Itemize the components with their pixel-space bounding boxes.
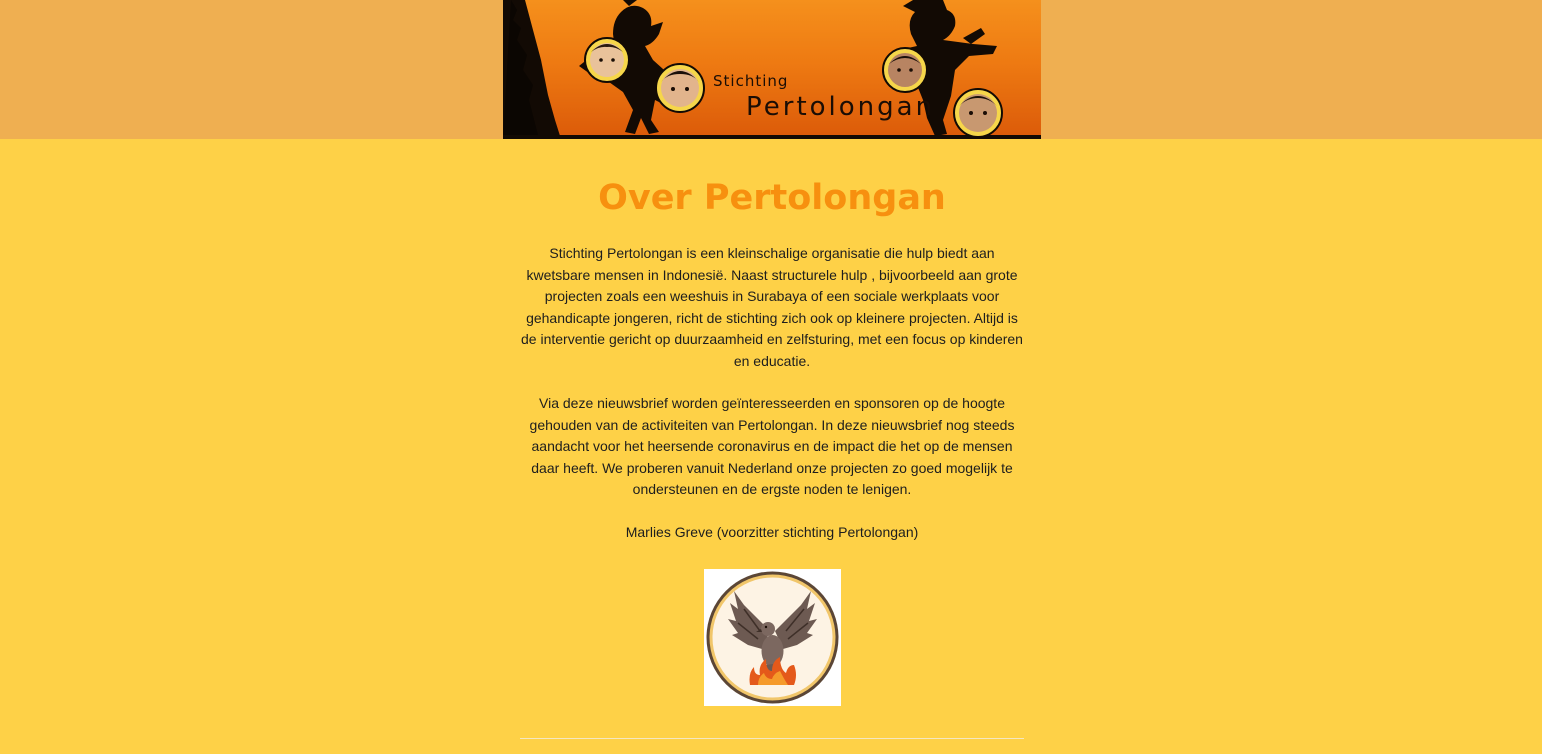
page-title: Over Pertolongan <box>598 178 946 218</box>
child-portrait-2 <box>656 64 704 112</box>
child-portrait-1 <box>585 38 629 82</box>
banner-title: Stichting <box>713 72 789 90</box>
phoenix-icon <box>704 569 841 706</box>
intro-paragraph: Stichting Pertolongan is een kleinschalige organisatie die hulp biedt aan kwetsbare mensen in Indonesië. Naast structurele hulp , bijvoorbeeld aan grote projecten zoals een weeshuis in Surabaya of een sociale werkplaats voor gehandicapte jongeren, richt de stichting zich ook op kleinere projecten. Altijd is de interventie gericht op duurzaamheid en zelfsturing, met een focus op kinderen en educatie. <box>521 245 1023 369</box>
child-portrait-4 <box>954 89 1002 137</box>
main-content <box>518 139 1026 739</box>
phoenix-logo <box>704 569 841 706</box>
header-banner <box>503 0 1041 139</box>
banner-subtitle: Pertolongan <box>746 92 936 122</box>
newsletter-paragraph: Via deze nieuwsbrief worden geïnteresseerden en sponsoren op de hoogte gehouden van de activiteiten van Pertolongan. In deze nieuwsbrief nog steeds aandacht voor het heersende coronavirus en de impact die het op de mensen daar heeft. We proberen vanuit Nederland onze projecten zo goed mogelijk te ondersteunen en de ergste noden te lenigen. <box>529 395 1015 497</box>
section-divider <box>520 738 1024 739</box>
child-portrait-3 <box>883 48 927 92</box>
signature-line: Marlies Greve (voorzitter stichting Pertolongan) <box>625 523 919 540</box>
